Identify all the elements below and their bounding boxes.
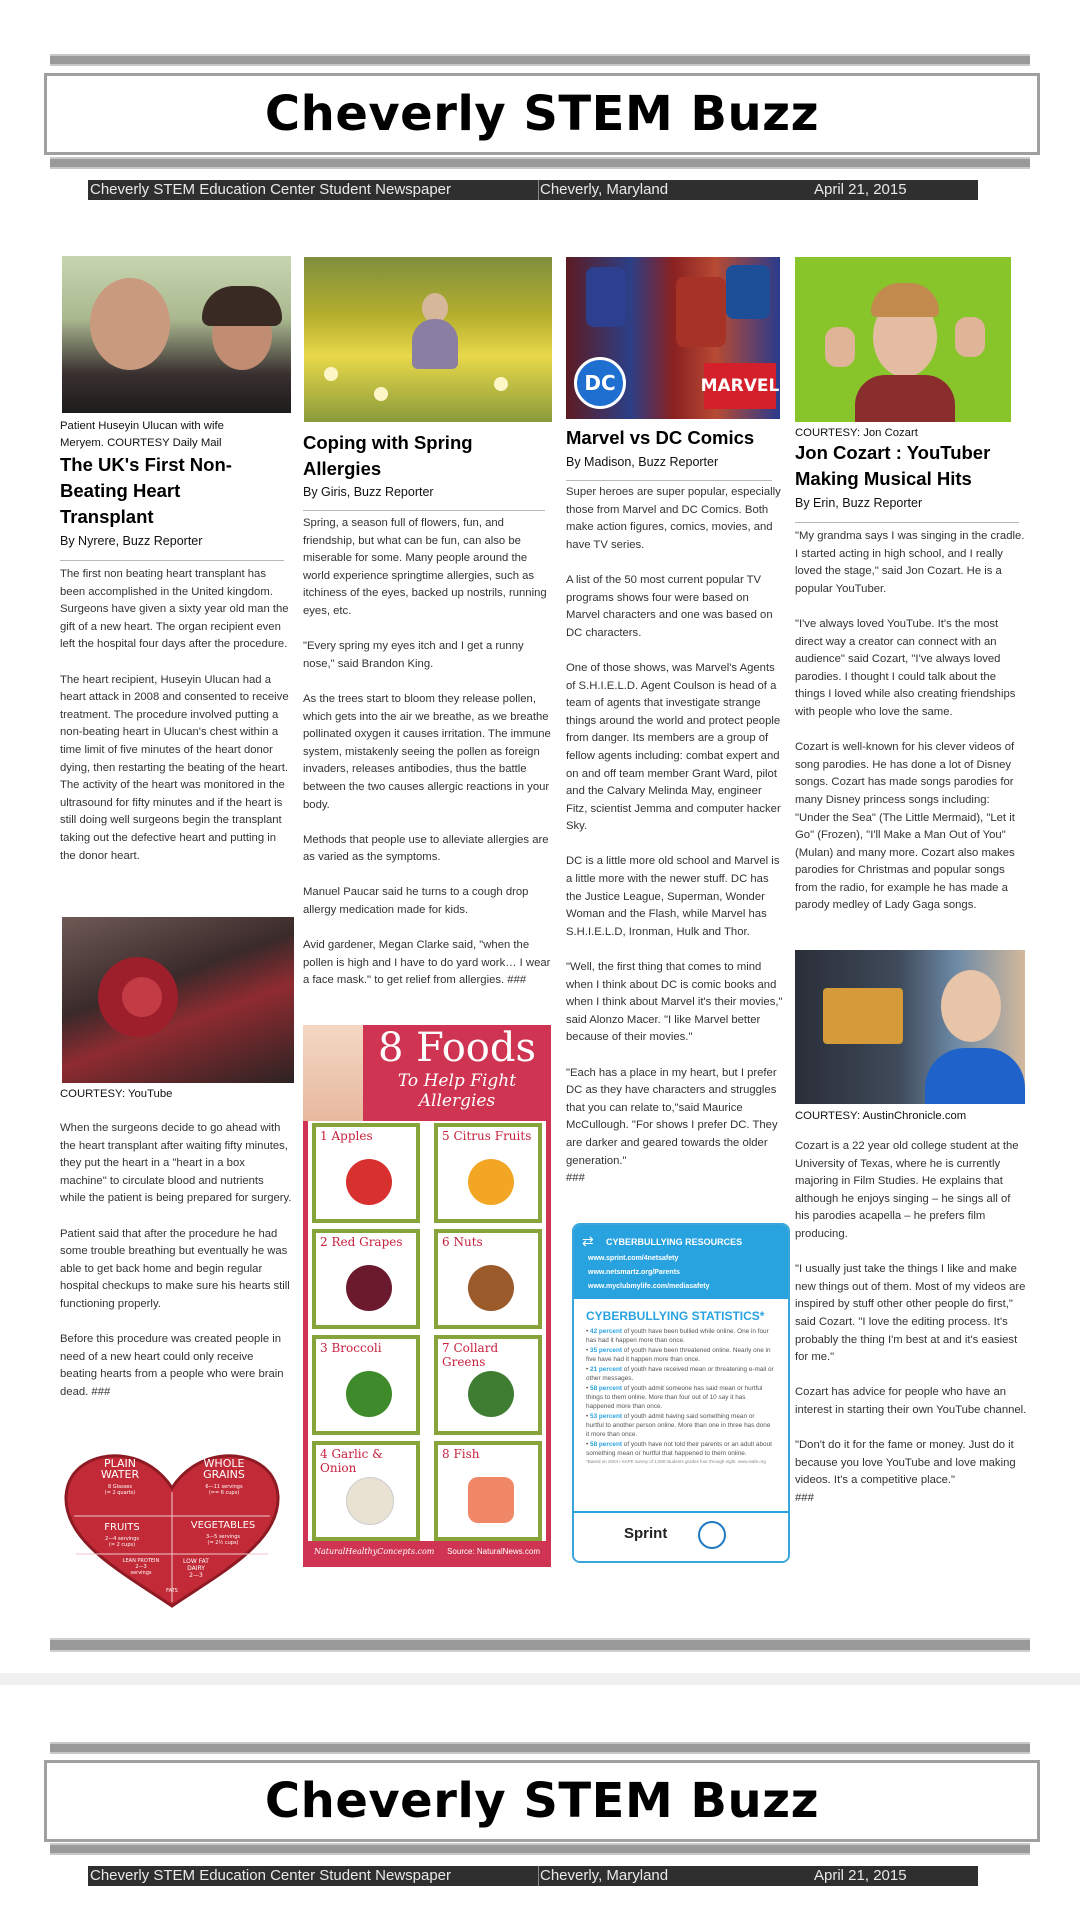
food-tile <box>312 1335 420 1435</box>
foods-poster-subtitle: To Help Fight Allergies <box>397 1071 517 1111</box>
paragraph: Cozart is well-known for his clever videos of song parodies. He has done a lot of Disney songs. Cozart has made songs parodies for many Disney princess songs including: "Under the Sea" (The Little Mermaid), "Let it Go" (Frozen), "I'll Make a Man Out of You" (Mulan) and many more. Cozart also makes parodies for Christmas and popular songs from the radio, for example he has made a parody medley of Lady Gaga songs. <box>795 741 1015 912</box>
paragraph: Before this procedure was created people in need of a new heart could only receive beating hearts from a people who were brain dead. ### <box>60 1333 284 1398</box>
paragraph: "Well, the first thing that comes to mind when I think about DC is comic books and when I think about Marvel it's their movies," said Alonzo Macer. "I like Marvel better because of their movies." <box>566 961 783 1044</box>
cyber-resources-title: CYBERBULLYING RESOURCES <box>606 1237 743 1247</box>
paragraph: "I've always loved YouTube. It's the most direct way a creator can connect with an audience" said Cozart, "I've always loved parodies. I thought I could talk about the things I loved while also creating friendships with people who love the same. <box>795 617 1016 718</box>
heart-nutrition-diagram <box>62 1452 282 1608</box>
nuts-icon <box>468 1265 514 1311</box>
cyber-sponsors <box>574 1511 788 1561</box>
paragraph: When the surgeons decide to go ahead with the heart transplant after waiting fifty minutes, they put the heart in a "heart in a box machine" to circulate blood and nutrients while the patient is being prepared for surgery. <box>60 1122 292 1205</box>
food-label: 5 Citrus Fruits <box>442 1129 532 1143</box>
food-label: 8 Fish <box>442 1447 480 1461</box>
ulucan-photo-caption: Patient Huseyin Ulucan with wife Meryem. COURTESY Daily Mail <box>60 420 224 449</box>
paragraph: As the trees start to bloom they release pollen, which gets into the air we breathe, as we breathe pollinated oxygen it causes irritation. The immune system, mistakenly seeing the pollen as foreign invaders, releases antibodies, thus the battle between the two causes allergic reactions in your body. <box>303 692 551 811</box>
collard-greens-icon <box>468 1371 514 1417</box>
dc-logo-icon: DC <box>574 357 626 409</box>
byline-rule <box>795 522 1019 523</box>
article-headline-heart: The UK's First Non-Beating Heart Transplant <box>60 454 232 527</box>
cyber-link: www.myclubmylife.com/mediasafety <box>588 1283 710 1290</box>
byline-rule <box>566 480 772 481</box>
article-headline-cozart: Jon Cozart : YouTuber Making Musical Hits <box>795 442 991 489</box>
apples-icon <box>346 1159 392 1205</box>
info-divider <box>538 180 539 200</box>
cyberbullying-poster <box>572 1223 790 1563</box>
masthead-title-box <box>44 1760 1040 1842</box>
page-bottom-rail <box>50 1638 1030 1652</box>
stat-item: • 58 percent of youth admit someone has said mean or hurtful things to them online. More than four out of 10 say it has happened more than once. <box>586 1385 763 1410</box>
ulucan-couple-photo <box>62 256 291 413</box>
food-label: 1 Apples <box>320 1129 373 1143</box>
broccoli-icon <box>346 1371 392 1417</box>
vegetables-label: VEGETABLES <box>190 1520 256 1531</box>
paragraph: The heart recipient, Huseyin Ulucan had a heart attack in 2008 and consented to receive treatment. The procedure involved putting a non-beating heart in Ulucan's chest within a time limit of five minutes of the heart donor dying, then restarting the beating of the heart. The activity of the heart was monitored in the ultrasound for fifty minutes and if the heart is still doing well surgeons begin the transplant taking out the defective heart and putting in the donor heart. <box>60 673 289 862</box>
plain-water-label: PLAIN WATER <box>100 1457 140 1481</box>
byline-rule <box>303 510 545 511</box>
studio-photo-caption: COURTESY: AustinChronicle.com <box>795 1110 967 1122</box>
paragraph: "Each has a place in my heart, but I prefer DC as they have characters and struggles that you can relate to,"said Maurice McCullough. "For shows I prefer DC. They are darker and geared towards the older generation." ### <box>566 1066 778 1185</box>
newspaper-title: Cheverly STEM Buzz <box>264 1773 820 1829</box>
cozart-studio-photo <box>795 950 1025 1104</box>
eight-foods-poster <box>303 1025 551 1567</box>
paragraph: "I usually just take the things I like and make new things out of them. Most of my videos are inspired by stuff other other people do first," said Cozart. "I love the editing process. It's probably the thing I'm best at and it's easiest for me." <box>795 1263 1026 1364</box>
sneezing-girl-image <box>303 1025 363 1121</box>
paragraph: One of those shows, was Marvel's Agents of S.H.I.E.L.D. Agent Coulson is head of a team of agents that investigate strange things around the world and protect people from danger. Its members are a group of fellow agents including: combat expert and on and off team member Grant Ward, pilot and the Calvary Melinda May, engineer Fitz, scientist Jemma and computer hacker Sky. <box>566 661 781 833</box>
masthead-top-rail <box>50 54 1030 66</box>
masthead-info-bar <box>88 180 978 200</box>
masthead-info-bar <box>88 1866 978 1886</box>
newspaper-location: Cheverly, Maryland <box>540 181 669 198</box>
article-byline-allergies: By Giris, Buzz Reporter <box>303 485 434 499</box>
article-body-cozart-continued <box>795 1138 1027 1525</box>
stat-item: • 58 percent of youth have not told their parents or an adult about something mean or hurtful that happened to them online. <box>586 1441 772 1457</box>
food-tile <box>434 1441 542 1541</box>
stat-item: • 53 percent of youth admit having said something mean or hurtful to another person online. More than one in three has done it more than once. <box>586 1413 771 1438</box>
heart-in-box-photo <box>62 917 294 1083</box>
stat-item: • 21 percent of youth have received mean or threatening e-mail or other messages. <box>586 1366 774 1382</box>
stat-item: • 42 percent of youth have been bullied while online. One in four has had it happen more than once. <box>586 1328 769 1344</box>
food-label: 4 Garlic & Onion <box>320 1447 383 1475</box>
article-body-heart <box>60 566 292 883</box>
lean-protein-label: LEAN PROTEIN 2—3 servings <box>122 1558 160 1576</box>
fats-label: FATS <box>166 1588 178 1594</box>
masthead-bottom-rail <box>50 157 1030 169</box>
article-body-heart-continued <box>60 1120 292 1419</box>
paragraph: "Every spring my eyes itch and I get a runny nose," said Brandon King. <box>303 640 524 670</box>
arrows-icon: ⇄ <box>582 1233 594 1249</box>
cyber-stats-list <box>586 1327 774 1466</box>
article-byline-cozart: By Erin, Buzz Reporter <box>795 496 923 510</box>
article-body-allergies <box>303 515 551 1008</box>
paragraph: "My grandma says I was singing in the cradle. I started acting in high school, and I really loved the stage," said Jon Cozart. He is a popular YouTuber. <box>795 530 1025 595</box>
food-tile <box>434 1229 542 1329</box>
cyber-resources-header <box>574 1225 788 1299</box>
garlic-onion-icon <box>346 1477 394 1525</box>
food-tile <box>312 1123 420 1223</box>
spring-flowers-photo <box>304 257 552 422</box>
foods-poster-title: 8 Foods <box>377 1025 537 1071</box>
byline-rule <box>60 560 284 561</box>
cyber-link: www.netsmartz.org/Parents <box>588 1269 680 1276</box>
newspaper-subtitle: Cheverly STEM Education Center Student Newspaper <box>90 1867 452 1884</box>
marvel-dc-heroes-photo <box>566 257 780 419</box>
fish-icon <box>468 1477 514 1523</box>
cyber-footnote: *Based on 2004 i-SAFE survey of 1,500 students grades four through eight. www.isafe.org <box>586 1459 766 1464</box>
food-tile <box>434 1123 542 1223</box>
food-label: 6 Nuts <box>442 1235 483 1249</box>
marvel-logo-icon: MARVEL <box>704 363 776 409</box>
masthead-title-box <box>44 73 1040 155</box>
paragraph: DC is a little more old school and Marvel is a little more with the newer stuff. DC has the Justice League, Superman, Wonder Woman and the Flash, while Marvel has S.H.I.E.L.D, Ironman, Hulk and Thor. <box>566 855 780 938</box>
vegetables-sub: 3—5 servings (= 2½ cups) <box>206 1534 240 1546</box>
foods-footer-right: Source: NaturalNews.com <box>447 1547 540 1556</box>
foods-grid <box>308 1121 546 1541</box>
plain-water-sub: 8 Glasses (= 2 quarts) <box>104 1484 136 1496</box>
food-tile <box>434 1335 542 1435</box>
fruits-sub: 2—4 servings (= 2 cups) <box>105 1536 139 1548</box>
sprint-logo: Sprint <box>624 1525 668 1542</box>
foods-poster-header <box>363 1025 551 1115</box>
cozart-photo-caption: COURTESY: Jon Cozart <box>795 427 918 439</box>
paragraph: The first non beating heart transplant has been accomplished in the United kingdom. Surgeons have given a sixty year old man the gift of a new heart. The organ recipient even left the hospital four days after the procedure. <box>60 568 289 651</box>
whole-grains-label: WHOLE GRAINS <box>203 1457 245 1481</box>
food-label: 7 Collard Greens <box>442 1341 499 1369</box>
food-label: 3 Broccoli <box>320 1341 382 1355</box>
newspaper-date: April 21, 2015 <box>814 1867 907 1884</box>
article-byline-marvel: By Madison, Buzz Reporter <box>566 455 719 469</box>
paragraph: "Don't do it for the fame or money. Just do it because you love YouTube and love making videos. It's a competitive place." ### <box>795 1439 1016 1504</box>
paragraph: Avid gardener, Megan Clarke said, "when the pollen is high and I have to do yard work… I wear a face mask." to get relief from allergies. ### <box>303 939 551 987</box>
foods-poster-footer <box>308 1541 546 1563</box>
low-fat-dairy-label: LOW FAT DAIRY 2—3 <box>183 1558 209 1579</box>
jon-cozart-photo <box>795 257 1011 422</box>
paragraph: A list of the 50 most current popular TV programs shows four were based on Marvel characters and one was based on DC characters. <box>566 573 773 639</box>
paragraph: Cozart has advice for people who have an interest in starting their own YouTube channel. <box>795 1386 1027 1416</box>
article-byline-heart: By Nyrere, Buzz Reporter <box>60 534 203 548</box>
citrus-icon <box>468 1159 514 1205</box>
cyber-link: www.sprint.com/4netsafety <box>588 1255 679 1262</box>
paragraph: Cozart is a 22 year old college student at the University of Texas, where he is currently majoring in Film Studies. He explains that although he enjoys singing – he sings all of his parodies acapella – he prefers film producing. <box>795 1140 1019 1240</box>
masthead-bottom-rail <box>50 1843 1030 1855</box>
article-headline-marvel: Marvel vs DC Comics <box>566 427 755 448</box>
grapes-icon <box>346 1265 392 1311</box>
masthead-top-rail <box>50 1742 1030 1754</box>
stat-item: • 35 percent of youth have been threatened online. Nearly one in five have had it happen more than once. <box>586 1347 771 1363</box>
fruits-label: FRUITS <box>104 1522 140 1533</box>
food-label: 2 Red Grapes <box>320 1235 403 1249</box>
paragraph: Methods that people use to alleviate allergies are as varied as the symptoms. <box>303 833 549 864</box>
newspaper-location: Cheverly, Maryland <box>540 1867 669 1884</box>
paragraph: Manuel Paucar said he turns to a cough drop allergy medication made for kids. <box>303 886 529 917</box>
whole-grains-sub: 6—11 servings (== 6 cups) <box>205 1484 243 1496</box>
paragraph: Spring, a season full of flowers, fun, and friendship, but what can be fun, can also be miserable for some. Many people around the world experience springtime allergies, such as itchiness of the eyes, backed up nostrils, running eyes, etc. <box>303 517 547 617</box>
paragraph: Patient said that after the procedure he had some trouble breathing but eventually he was able to get back home and begin regular hospital checkups to make sure his hearts still functioning properly. <box>60 1227 290 1310</box>
page-break <box>0 1673 1080 1685</box>
heart-box-photo-caption: COURTESY: YouTube <box>60 1088 173 1100</box>
boys-girls-club-logo-icon <box>698 1521 726 1549</box>
paragraph: Super heroes are super popular, especially those from Marvel and DC Comics. Both make action figures, comics, movies, and have TV series. <box>566 486 781 551</box>
food-tile <box>312 1441 420 1541</box>
article-body-cozart <box>795 528 1027 933</box>
article-headline-allergies: Coping with Spring Allergies <box>303 432 473 479</box>
newspaper-subtitle: Cheverly STEM Education Center Student Newspaper <box>90 181 452 198</box>
newspaper-date: April 21, 2015 <box>814 181 907 198</box>
food-tile <box>312 1229 420 1329</box>
newspaper-title: Cheverly STEM Buzz <box>264 86 820 142</box>
article-body-marvel <box>566 484 784 1205</box>
foods-footer-left: NaturalHealthyConcepts.com <box>314 1547 435 1556</box>
cyber-stats-title: CYBERBULLYING STATISTICS* <box>586 1309 765 1323</box>
info-divider <box>538 1866 539 1886</box>
